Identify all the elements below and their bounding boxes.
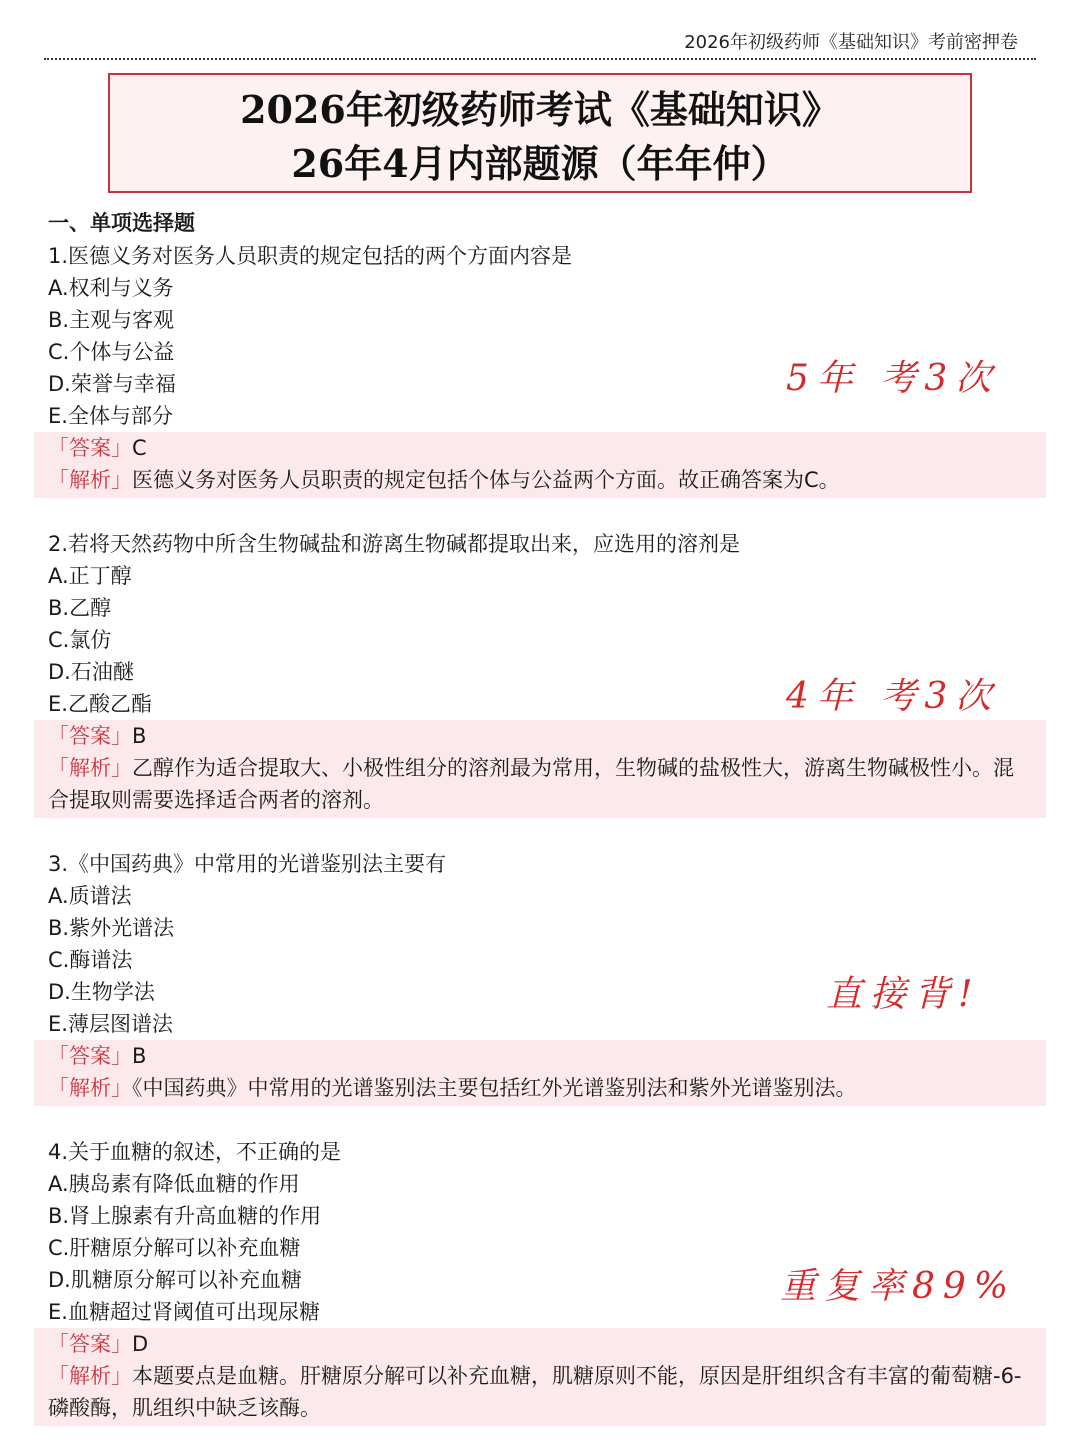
analysis-row: [48, 1072, 1032, 1104]
answer-tag: 「答案」: [48, 724, 132, 748]
option-d: D.荣誉与幸福: [48, 372, 176, 396]
answer-value: B: [132, 1044, 147, 1068]
option-d: D.生物学法: [48, 980, 155, 1004]
answer-tag: 「答案」: [48, 1044, 132, 1068]
answer-value: C: [132, 436, 147, 460]
analysis-row: [48, 1360, 1032, 1424]
handwritten-note-1: 5年 考3次: [786, 358, 1000, 399]
analysis-tag: 「解析」: [48, 468, 132, 492]
analysis-text: 医德义务对医务人员职责的规定包括个体与公益两个方面。故正确答案为C。: [132, 468, 840, 492]
answer-value: D: [132, 1332, 149, 1356]
option-d: D.石油醚: [48, 660, 134, 684]
question-stem: 3.《中国药典》中常用的光谱鉴别法主要有: [48, 852, 447, 876]
analysis-text: 《中国药典》中常用的光谱鉴别法主要包括红外光谱鉴别法和紫外光谱鉴别法。: [132, 1076, 857, 1100]
analysis-row: [48, 464, 1032, 496]
option-a: A.质谱法: [48, 884, 132, 908]
question-stem: 1.医德义务对医务人员职责的规定包括的两个方面内容是: [48, 244, 573, 268]
option-d: D.肌糖原分解可以补充血糖: [48, 1268, 302, 1292]
option-b: B.紫外光谱法: [48, 916, 175, 940]
analysis-tag: 「解析」: [48, 756, 132, 780]
answer-tag: 「答案」: [48, 436, 132, 460]
analysis-tag: 「解析」: [48, 1076, 132, 1100]
option-b: B.乙醇: [48, 596, 112, 620]
answer-row: [48, 432, 1032, 464]
question-stem: 4.关于血糖的叙述，不正确的是: [48, 1140, 342, 1164]
handwritten-note-4: 重复率89%: [780, 1266, 1017, 1307]
running-header: [44, 28, 1036, 54]
option-e: E.全体与部分: [48, 404, 173, 428]
running-title: 2026年初级药师《基础知识》考前密押卷: [684, 32, 1018, 53]
option-b: B.主观与客观: [48, 308, 175, 332]
handwritten-note-3: 直接背!: [826, 974, 981, 1015]
question-stem: 2.若将天然药物中所含生物碱盐和游离生物碱都提取出来，应选用的溶剂是: [48, 532, 741, 556]
title-box: [108, 73, 972, 193]
handwritten-note-2: 4年 考3次: [786, 676, 1000, 717]
header-divider: [44, 58, 1036, 60]
answer-block: [34, 720, 1046, 818]
option-a: A.权利与义务: [48, 276, 174, 300]
option-e: E.血糖超过肾阈值可出现尿糖: [48, 1300, 320, 1324]
option-b: B.肾上腺素有升高血糖的作用: [48, 1204, 322, 1228]
answer-row: [48, 1328, 1032, 1360]
option-a: A.正丁醇: [48, 564, 132, 588]
answer-row: [48, 720, 1032, 752]
answer-row: [48, 1040, 1032, 1072]
analysis-text: 本题要点是血糖。肝糖原分解可以补充血糖，肌糖原则不能，原因是肝组织含有丰富的葡萄糖-6-磷酸酶，肌组织中缺乏该酶。: [48, 1364, 1022, 1420]
answer-value: B: [132, 724, 147, 748]
option-c: C.肝糖原分解可以补充血糖: [48, 1236, 301, 1260]
analysis-text: 乙醇作为适合提取大、小极性组分的溶剂最为常用，生物碱的盐极性大，游离生物碱极性小。混合提取则需要选择适合两者的溶剂。: [48, 756, 1014, 812]
title-line-2: 26年4月内部题源（年年仲）: [291, 141, 789, 186]
answer-tag: 「答案」: [48, 1332, 132, 1356]
answer-block: [34, 1328, 1046, 1426]
option-c: C.氯仿: [48, 628, 112, 652]
answer-block: [34, 1040, 1046, 1106]
option-c: C.酶谱法: [48, 948, 133, 972]
option-c: C.个体与公益: [48, 340, 175, 364]
option-e: E.乙酸乙酯: [48, 692, 152, 716]
analysis-row: [48, 752, 1032, 816]
answer-block: [34, 432, 1046, 498]
option-a: A.胰岛素有降低血糖的作用: [48, 1172, 300, 1196]
option-e: E.薄层图谱法: [48, 1012, 173, 1036]
title-line-1: 2026年初级药师考试《基础知识》: [240, 87, 840, 132]
analysis-tag: 「解析」: [48, 1364, 132, 1388]
section-heading: 一、单项选择题: [48, 211, 195, 235]
